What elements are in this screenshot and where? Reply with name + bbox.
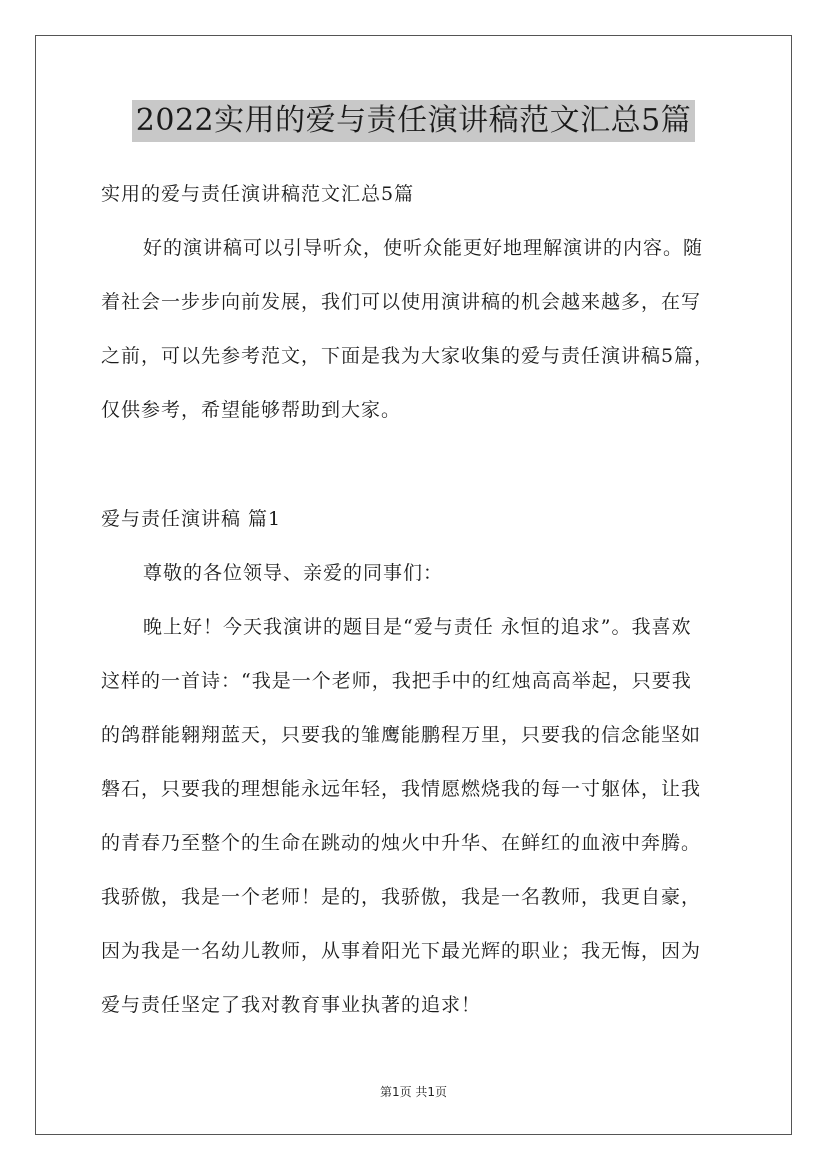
page-footer: 第1页 共1页 (379, 1085, 448, 1099)
body-line: 爱与责任坚定了我对教育事业执著的追求！ (101, 994, 482, 1016)
body-line: 我骄傲，我是一个老师！是的，我骄傲，我是一名教师，我更自豪， (101, 886, 702, 908)
intro-line: 仅供参考，希望能够帮助到大家。 (101, 399, 402, 421)
body-line: 因为我是一名幼儿教师，从事着阳光下最光辉的职业；我无悔，因为 (101, 940, 702, 962)
document-title: 2022实用的爱与责任演讲稿范文汇总5篇 (132, 100, 695, 142)
intro-line: 好的演讲稿可以引导听众，使听众能更好地理解演讲的内容。随 (143, 237, 704, 259)
section-heading: 爱与责任演讲稿 篇1 (101, 508, 282, 530)
title-container (0, 100, 827, 142)
body-line: 这样的一首诗：“我是一个老师，我把手中的红烛高高举起，只要我 (101, 670, 692, 692)
body-line: 晚上好！今天我演讲的题目是“爱与责任 永恒的追求”。我喜欢 (143, 616, 692, 638)
salutation: 尊敬的各位领导、亲爱的同事们： (143, 562, 444, 584)
body-line: 的鸽群能翱翔蓝天，只要我的雏鹰能鹏程万里，只要我的信念能坚如 (101, 724, 702, 746)
intro-line: 之前，可以先参考范文，下面是我为大家收集的爱与责任演讲稿5篇， (101, 345, 715, 367)
body-line: 的青春乃至整个的生命在跳动的烛火中升华、在鲜红的血液中奔腾。 (101, 832, 702, 854)
body-line: 磐石，只要我的理想能永远年轻，我情愿燃烧我的每一寸躯体，让我 (101, 778, 702, 800)
intro-line: 着社会一步步向前发展，我们可以使用演讲稿的机会越来越多，在写 (101, 291, 702, 313)
document-subtitle: 实用的爱与责任演讲稿范文汇总5篇 (101, 183, 415, 205)
